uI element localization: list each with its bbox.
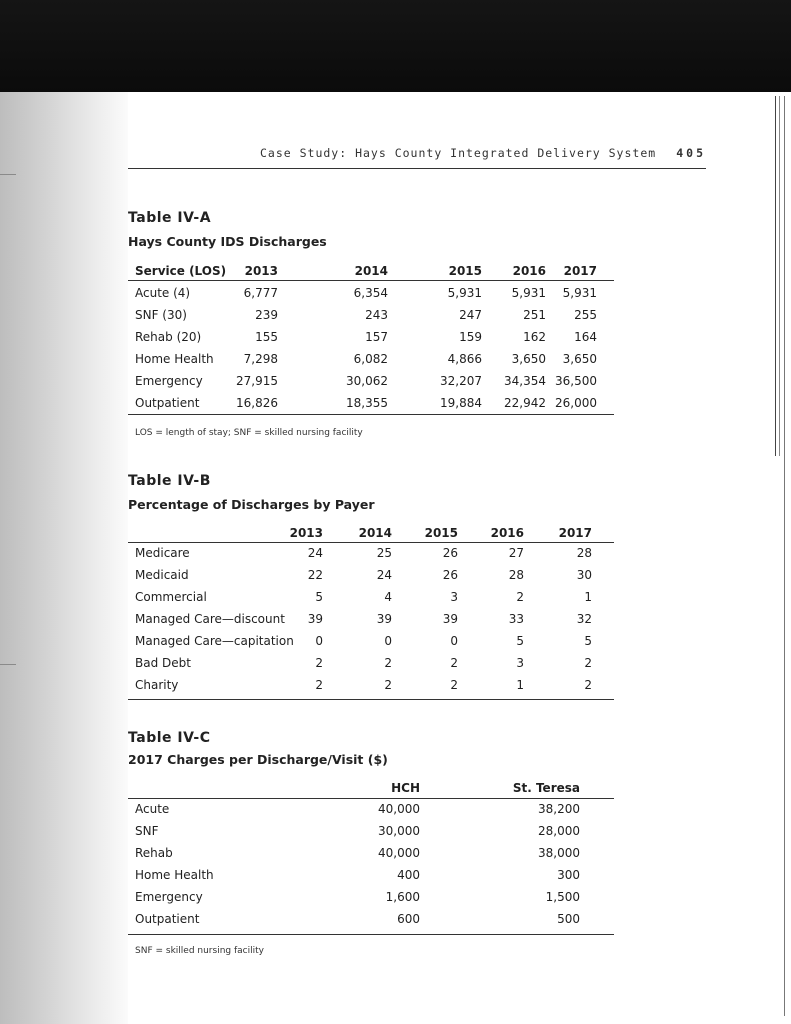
table-a-subtitle: Hays County IDS Discharges	[128, 234, 327, 249]
page-edge-line	[784, 96, 785, 1016]
table-cell: 7,298	[243, 352, 278, 366]
row-label: Commercial	[135, 590, 207, 604]
table-cell: 40,000	[378, 846, 420, 860]
column-header: 2015	[448, 264, 482, 278]
table-cell: 2	[516, 590, 524, 604]
row-label: Emergency	[135, 374, 203, 388]
column-header: 2015	[424, 526, 458, 540]
table-cell: 38,000	[538, 846, 580, 860]
table-cell: 2	[450, 678, 458, 692]
table-cell: 2	[384, 656, 392, 670]
row-label: Acute	[135, 802, 170, 816]
table-cell: 32	[576, 612, 592, 626]
table-cell: 30,062	[346, 374, 388, 388]
table-cell: 18,355	[346, 396, 388, 410]
column-header: 2016	[490, 526, 524, 540]
table-cell: 0	[315, 634, 323, 648]
row-label: Charity	[135, 678, 179, 692]
table-cell: 5	[516, 634, 524, 648]
table-cell: 28	[508, 568, 524, 582]
table-c-note: SNF = skilled nursing facility	[135, 946, 264, 956]
book-gutter-shadow	[0, 92, 128, 1024]
row-label: Medicare	[135, 546, 190, 560]
table-cell: 33	[508, 612, 524, 626]
row-label: Rehab (20)	[135, 330, 202, 344]
row-label: Home Health	[135, 868, 214, 882]
table-cell: 239	[255, 308, 278, 322]
table-cell: 162	[523, 330, 546, 344]
table-bottom-rule	[128, 934, 614, 935]
table-cell: 3	[450, 590, 458, 604]
table-b-title: Table IV-B	[128, 473, 211, 489]
table-bottom-rule	[128, 699, 614, 700]
table-cell: 30,000	[378, 824, 420, 838]
table-cell: 1,500	[545, 890, 580, 904]
column-header: St. Teresa	[512, 781, 580, 795]
table-cell: 1	[516, 678, 524, 692]
row-label: Managed Care—capitation	[135, 634, 294, 648]
header-rule	[128, 168, 706, 169]
table-cell: 28,000	[538, 824, 580, 838]
table-cell: 24	[307, 546, 323, 560]
table-cell: 24	[376, 568, 392, 582]
table-c-subtitle: 2017 Charges per Discharge/Visit ($)	[128, 752, 388, 767]
table-cell: 26,000	[555, 396, 597, 410]
table-cell: 38,200	[538, 802, 580, 816]
table-cell: 19,884	[440, 396, 482, 410]
column-header: 2016	[512, 264, 546, 278]
table-cell: 255	[574, 308, 597, 322]
table-header-rule	[128, 280, 614, 281]
table-bottom-rule	[128, 414, 614, 415]
table-cell: 39	[442, 612, 458, 626]
table-cell: 2	[450, 656, 458, 670]
table-cell: 2	[384, 678, 392, 692]
table-cell: 2	[584, 678, 592, 692]
table-cell: 400	[397, 868, 420, 882]
gutter-mark	[0, 174, 16, 175]
table-cell: 4,866	[447, 352, 482, 366]
scanner-top-band	[0, 0, 791, 92]
table-cell: 243	[365, 308, 388, 322]
table-cell: 5	[584, 634, 592, 648]
row-label: Home Health	[135, 352, 214, 366]
table-cell: 32,207	[440, 374, 482, 388]
table-cell: 159	[459, 330, 482, 344]
column-header: Service (LOS)	[135, 264, 227, 278]
table-cell: 25	[376, 546, 392, 560]
row-label: Outpatient	[135, 912, 200, 926]
row-label: Acute (4)	[135, 286, 191, 300]
table-cell: 251	[523, 308, 546, 322]
table-cell: 27	[508, 546, 524, 560]
table-cell: 39	[307, 612, 323, 626]
row-label: Managed Care—discount	[135, 612, 285, 626]
table-cell: 22	[307, 568, 323, 582]
table-cell: 0	[384, 634, 392, 648]
table-header-rule	[128, 798, 614, 799]
table-cell: 5,931	[447, 286, 482, 300]
table-cell: 0	[450, 634, 458, 648]
row-label: Emergency	[135, 890, 203, 904]
column-header: 2014	[354, 264, 388, 278]
table-cell: 155	[255, 330, 278, 344]
table-cell: 500	[557, 912, 580, 926]
table-cell: 3,650	[511, 352, 546, 366]
column-header: 2013	[244, 264, 278, 278]
row-label: SNF	[135, 824, 159, 838]
row-label: Rehab	[135, 846, 173, 860]
page-edge-line	[775, 96, 776, 456]
running-header-title: Case Study: Hays County Integrated Delivery System	[260, 146, 657, 160]
table-cell: 36,500	[555, 374, 597, 388]
table-cell: 157	[365, 330, 388, 344]
row-label: Bad Debt	[135, 656, 191, 670]
table-cell: 2	[315, 656, 323, 670]
column-header: 2017	[563, 264, 597, 278]
column-header: HCH	[391, 781, 420, 795]
table-c-title: Table IV-C	[128, 730, 211, 746]
table-cell: 3,650	[562, 352, 597, 366]
table-cell: 16,826	[236, 396, 278, 410]
row-label: Outpatient	[135, 396, 200, 410]
table-cell: 34,354	[504, 374, 546, 388]
table-cell: 5,931	[511, 286, 546, 300]
table-cell: 6,354	[353, 286, 388, 300]
column-header: 2014	[358, 526, 392, 540]
running-header	[260, 146, 706, 164]
table-cell: 5	[315, 590, 323, 604]
page-number: 405	[676, 146, 706, 160]
row-label: Medicaid	[135, 568, 189, 582]
table-cell: 40,000	[378, 802, 420, 816]
table-cell: 26	[442, 546, 458, 560]
gutter-mark	[0, 664, 16, 665]
table-cell: 2	[584, 656, 592, 670]
table-cell: 4	[384, 590, 392, 604]
table-cell: 300	[557, 868, 580, 882]
table-cell: 28	[576, 546, 592, 560]
table-cell: 1	[584, 590, 592, 604]
table-a-note: LOS = length of stay; SNF = skilled nursing facility	[135, 428, 363, 438]
table-cell: 39	[376, 612, 392, 626]
row-label: SNF (30)	[135, 308, 187, 322]
table-cell: 22,942	[504, 396, 546, 410]
table-b-subtitle: Percentage of Discharges by Payer	[128, 497, 375, 512]
page-edge-line	[779, 96, 780, 456]
table-cell: 164	[574, 330, 597, 344]
table-cell: 1,600	[385, 890, 420, 904]
table-cell: 3	[516, 656, 524, 670]
table-cell: 27,915	[236, 374, 278, 388]
column-header: 2013	[289, 526, 323, 540]
column-header: 2017	[558, 526, 592, 540]
table-cell: 6,082	[353, 352, 388, 366]
table-cell: 2	[315, 678, 323, 692]
table-header-rule	[128, 542, 614, 543]
table-cell: 247	[459, 308, 482, 322]
book-page	[128, 92, 791, 1024]
table-cell: 30	[576, 568, 592, 582]
table-cell: 6,777	[243, 286, 278, 300]
table-cell: 5,931	[562, 286, 597, 300]
table-cell: 600	[397, 912, 420, 926]
table-cell: 26	[442, 568, 458, 582]
table-a-title: Table IV-A	[128, 210, 212, 226]
